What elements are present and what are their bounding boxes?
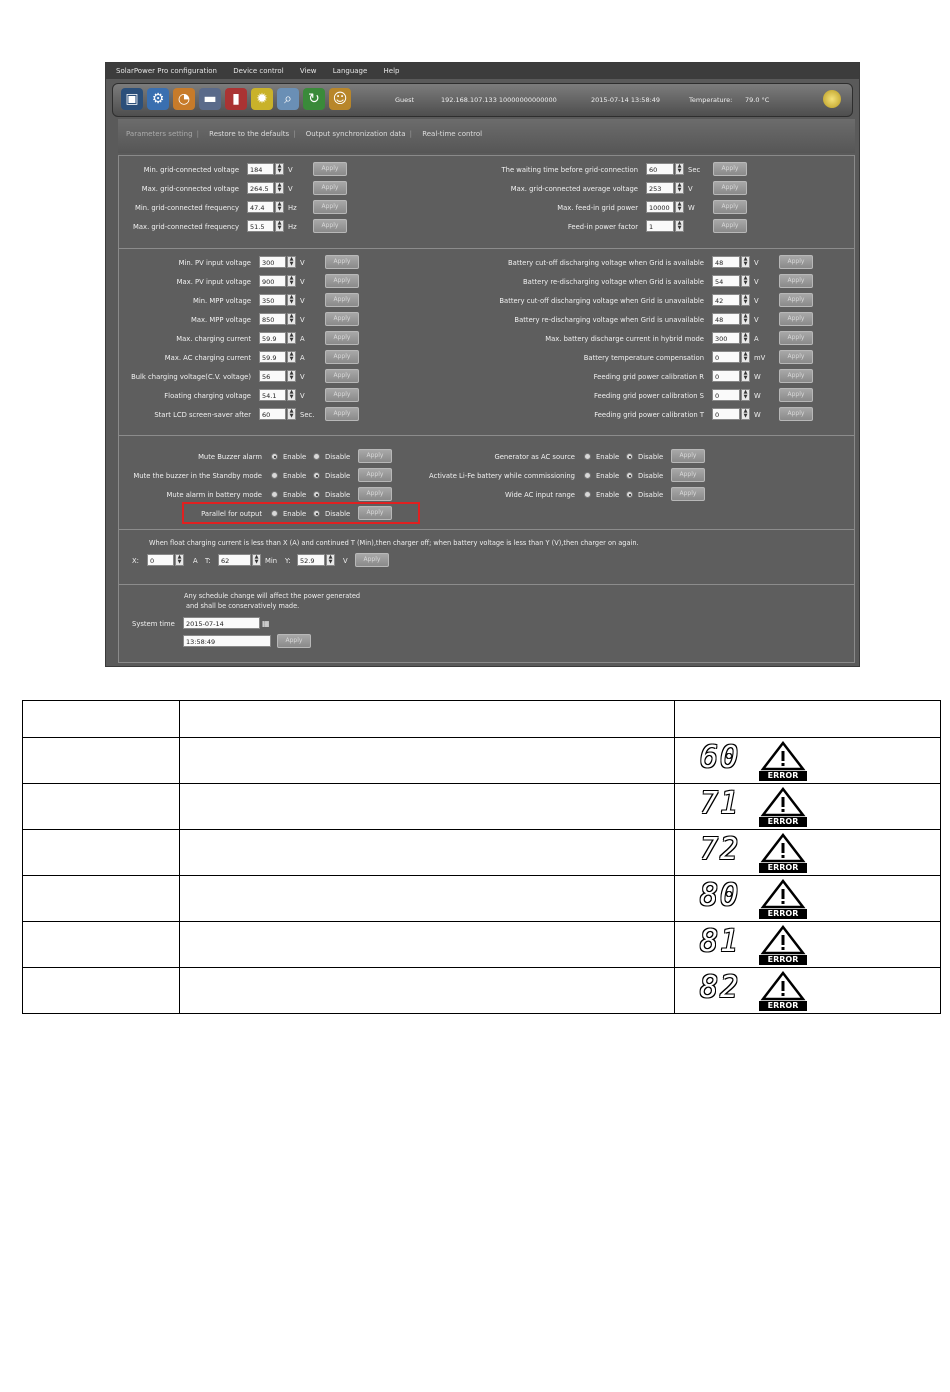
grid-right-unit: V: [688, 185, 693, 193]
schedule-note-2: and shall be conservatively made.: [186, 602, 300, 610]
y-spinner-icon[interactable]: ▲ ▼: [326, 554, 335, 566]
pv-left-unit: V: [300, 259, 305, 267]
pv-right-spinner-icon[interactable]: ▲ ▼: [741, 370, 750, 382]
pv-left-spinner-icon[interactable]: ▲ ▼: [287, 294, 296, 306]
error-code-display: 80: [699, 877, 741, 913]
refresh-icon[interactable]: ↻: [303, 88, 325, 110]
warning-icon: [759, 925, 807, 967]
pv-left-unit: A: [300, 335, 305, 343]
pv-right-label: Max. battery discharge current in hybrid mode: [545, 335, 704, 343]
pv-right-row: [119, 408, 854, 422]
chart-icon[interactable]: ◔: [173, 88, 195, 110]
toggle-right-disable-radio[interactable]: [626, 472, 633, 479]
grid-left-apply-button[interactable]: Apply: [313, 200, 347, 214]
toggle-right-enable-label: Enable: [596, 453, 620, 461]
error-label: ERROR: [759, 909, 807, 919]
grid-right-unit: Sec: [688, 166, 701, 174]
pv-left-input[interactable]: 59.9: [259, 332, 286, 344]
grid-right-input[interactable]: 1: [646, 220, 674, 232]
grid-right-label: Feed-in power factor: [567, 223, 638, 231]
pv-right-label: Battery cut-off discharging voltage when Grid is unavailable: [499, 297, 704, 305]
grid-right-unit: W: [688, 204, 695, 212]
status-light-icon: [823, 90, 841, 108]
pv-left-spinner-icon[interactable]: ▲ ▼: [287, 351, 296, 363]
error-label: ERROR: [759, 771, 807, 781]
table-cell: [180, 968, 675, 1014]
pv-right-unit: V: [754, 278, 759, 286]
time-row: [119, 635, 854, 649]
pv-left-input[interactable]: 350: [259, 294, 286, 306]
x-label: X:: [132, 557, 139, 565]
x-input[interactable]: 0: [147, 554, 174, 566]
grid-left-spinner-icon[interactable]: ▲ ▼: [275, 201, 284, 213]
x-spinner-icon[interactable]: ▲ ▼: [175, 554, 184, 566]
table-row: [23, 784, 941, 830]
table-row: [23, 876, 941, 922]
pv-right-label: Battery cut-off discharging voltage when Grid is available: [508, 259, 704, 267]
pv-right-apply-button[interactable]: Apply: [779, 369, 813, 383]
pv-right-unit: mV: [754, 354, 766, 362]
divider: [119, 529, 854, 530]
grid-right-label: Max. feed-in grid power: [557, 204, 638, 212]
pv-left-input[interactable]: 850: [259, 313, 286, 325]
error-label: ERROR: [759, 863, 807, 873]
pv-right-spinner-icon[interactable]: ▲ ▼: [741, 389, 750, 401]
toggle-right-enable-label: Enable: [596, 472, 620, 480]
table-header-cell: [180, 701, 675, 738]
toggle-left-apply-button[interactable]: Apply: [358, 487, 392, 501]
schedule-note-1: Any schedule change will affect the power generated: [184, 592, 361, 600]
error-display-cell: [675, 784, 941, 830]
pv-left-spinner-icon[interactable]: ▲ ▼: [287, 332, 296, 344]
grid-left-input[interactable]: 264.5: [247, 182, 274, 194]
pv-right-input[interactable]: 0: [712, 389, 740, 401]
time-apply-button[interactable]: Apply: [277, 634, 311, 648]
error-display-cell: [675, 738, 941, 784]
system-time-row: [119, 617, 854, 631]
pv-right-unit: W: [754, 411, 761, 419]
toggle-left-disable-label: Disable: [325, 491, 351, 499]
error-label: ERROR: [759, 955, 807, 965]
pv-right-label: Battery re-discharging voltage when Grid is available: [523, 278, 704, 286]
pv-right-label: Battery temperature compensation: [583, 354, 704, 362]
toggle-right-apply-button[interactable]: Apply: [671, 487, 705, 501]
table-cell: [23, 922, 180, 968]
table-header-cell: [23, 701, 180, 738]
grid-right-spinner-icon[interactable]: ▲ ▼: [675, 220, 684, 232]
table-cell: [180, 830, 675, 876]
toggle-left-disable-label: Disable: [325, 472, 351, 480]
y-label: Y:: [285, 557, 291, 565]
grid-left-apply-button[interactable]: Apply: [313, 219, 347, 233]
pv-right-spinner-icon[interactable]: ▲ ▼: [741, 294, 750, 306]
toggle-left-apply-button[interactable]: Apply: [358, 449, 392, 463]
pv-left-spinner-icon[interactable]: ▲ ▼: [287, 275, 296, 287]
pv-right-row: [119, 370, 854, 384]
pv-right-unit: W: [754, 392, 761, 400]
battery-icon[interactable]: ▮: [225, 88, 247, 110]
grid-left-unit: V: [288, 166, 293, 174]
pv-right-row: [119, 256, 854, 270]
search-icon[interactable]: ⌕: [277, 88, 299, 110]
grid-right-row: [119, 201, 854, 215]
pv-right-apply-button[interactable]: Apply: [779, 388, 813, 402]
pv-right-label: Feeding grid power calibration S: [594, 392, 704, 400]
pv-left-unit: V: [300, 278, 305, 286]
pv-left-input[interactable]: 56: [259, 370, 286, 382]
x-unit: A: [193, 557, 198, 565]
pv-left-label: Max. MPP voltage: [191, 316, 251, 324]
warning-icon: [759, 833, 807, 875]
grid-right-input[interactable]: 60: [646, 163, 674, 175]
table-cell: [180, 738, 675, 784]
grid-right-label: The waiting time before grid-connection: [501, 166, 638, 174]
pv-left-unit: A: [300, 354, 305, 362]
pv-left-label: Floating charging voltage: [164, 392, 251, 400]
date-input[interactable]: 2015-07-14: [183, 617, 260, 629]
parameters-panel: [118, 155, 855, 663]
grid-right-spinner-icon[interactable]: ▲ ▼: [675, 182, 684, 194]
t-input[interactable]: 62: [218, 554, 251, 566]
table-row: [23, 738, 941, 784]
pv-right-row: [119, 351, 854, 365]
toggle-right-enable-radio[interactable]: [584, 472, 591, 479]
error-display-cell: [675, 922, 941, 968]
pv-right-row: [119, 294, 854, 308]
grid-left-spinner-icon[interactable]: ▲ ▼: [275, 220, 284, 232]
toolbar: [112, 83, 853, 117]
grid-right-row: [119, 220, 854, 234]
t-unit: Min: [265, 557, 278, 565]
toggle-left-enable-label: Enable: [283, 510, 307, 518]
tab-real-time-control[interactable]: Real-time control: [422, 130, 483, 138]
error-code-table: [22, 700, 941, 1014]
grid-left-label: Min. grid-connected voltage: [143, 166, 239, 174]
toggle-right-label: Activate Li-Fe battery while commissioning: [429, 472, 575, 480]
warning-icon: [759, 787, 807, 829]
warning-icon: [759, 741, 807, 783]
pv-left-apply-button[interactable]: Apply: [325, 407, 359, 421]
pv-left-unit: Sec.: [300, 411, 315, 419]
pv-left-apply-button[interactable]: Apply: [325, 388, 359, 402]
device-address: 192.168.107.133 10000000000000: [441, 96, 557, 104]
toggle-left-enable-label: Enable: [283, 472, 307, 480]
error-code-display: 72: [699, 831, 741, 867]
pv-right-apply-button[interactable]: Apply: [779, 255, 813, 269]
menu-item-help[interactable]: Help: [383, 67, 400, 75]
table-cell: [180, 922, 675, 968]
pv-left-spinner-icon[interactable]: ▲ ▼: [287, 313, 296, 325]
grid-left-input[interactable]: 184: [247, 163, 274, 175]
toggle-right-row: [119, 450, 854, 464]
app-window: [105, 62, 860, 667]
pv-right-apply-button[interactable]: Apply: [779, 350, 813, 364]
pv-right-apply-button[interactable]: Apply: [779, 293, 813, 307]
pv-left-apply-button[interactable]: Apply: [325, 293, 359, 307]
bulb-icon[interactable]: ✹: [251, 88, 273, 110]
pv-right-input[interactable]: 48: [712, 256, 740, 268]
pv-right-input[interactable]: 0: [712, 351, 740, 363]
pv-right-unit: A: [754, 335, 759, 343]
float-charging-row: [119, 554, 854, 568]
system-time-label: System time: [132, 620, 175, 628]
table-row: [23, 968, 941, 1014]
toggle-right-enable-radio[interactable]: [584, 453, 591, 460]
pv-right-row: [119, 332, 854, 346]
table-row: [23, 922, 941, 968]
users-icon[interactable]: ☺: [329, 88, 351, 110]
pv-right-spinner-icon[interactable]: ▲ ▼: [741, 313, 750, 325]
toggle-right-row: [119, 469, 854, 483]
error-display-cell: [675, 876, 941, 922]
grid-right-input[interactable]: 10000: [646, 201, 674, 213]
error-label: ERROR: [759, 1001, 807, 1011]
monitor-icon[interactable]: ▣: [121, 88, 143, 110]
toggle-left-disable-label: Disable: [325, 510, 351, 518]
divider: [119, 435, 854, 436]
grid-right-spinner-icon[interactable]: ▲ ▼: [675, 201, 684, 213]
pv-left-spinner-icon[interactable]: ▲ ▼: [287, 370, 296, 382]
pv-left-input[interactable]: 900: [259, 275, 286, 287]
menu-item-device-control[interactable]: Device control: [233, 67, 284, 75]
settings-icon[interactable]: ⚙: [147, 88, 169, 110]
grid-right-row: [119, 182, 854, 196]
table-cell: [23, 784, 180, 830]
pv-right-label: Feeding grid power calibration T: [594, 411, 704, 419]
divider: [119, 584, 854, 585]
toggle-right-disable-label: Disable: [638, 472, 664, 480]
pv-right-label: Battery re-discharging voltage when Grid is unavailable: [514, 316, 704, 324]
table-cell: [180, 876, 675, 922]
pv-left-label: Start LCD screen-saver after: [154, 411, 251, 419]
float-charging-note: When float charging current is less than X (A) and continued T (Min),then charger off; when battery voltage is less than Y (V),then charger on again.: [149, 539, 639, 547]
error-code-display: 82: [699, 969, 741, 1005]
pv-right-unit: W: [754, 373, 761, 381]
pv-left-unit: V: [300, 373, 305, 381]
grid-left-apply-button[interactable]: Apply: [313, 181, 347, 195]
grid-left-unit: Hz: [288, 204, 297, 212]
error-label: ERROR: [759, 817, 807, 827]
grid-left-unit: Hz: [288, 223, 297, 231]
pv-right-unit: V: [754, 297, 759, 305]
toggle-right-label: Wide AC input range: [505, 491, 575, 499]
tab-output-sync[interactable]: Output synchronization data: [305, 130, 406, 138]
pv-right-unit: V: [754, 259, 759, 267]
pv-right-input[interactable]: 0: [712, 408, 740, 420]
pv-left-label: Min. MPP voltage: [193, 297, 251, 305]
error-code-display: 81: [699, 923, 741, 959]
table-cell: [23, 738, 180, 784]
grid-left-spinner-icon[interactable]: ▲ ▼: [275, 163, 284, 175]
pv-left-unit: V: [300, 392, 305, 400]
grid-right-apply-button[interactable]: Apply: [713, 162, 747, 176]
pv-left-input[interactable]: 60: [259, 408, 286, 420]
user-label: Guest: [395, 96, 415, 104]
grid-right-spinner-icon[interactable]: ▲ ▼: [675, 163, 684, 175]
toggle-right-disable-label: Disable: [638, 491, 664, 499]
menu-item-configuration[interactable]: SolarPower Pro configuration: [116, 67, 217, 75]
pv-right-apply-button[interactable]: Apply: [779, 331, 813, 345]
pv-left-apply-button[interactable]: Apply: [325, 331, 359, 345]
pv-right-spinner-icon[interactable]: ▲ ▼: [741, 351, 750, 363]
warning-icon: [759, 879, 807, 921]
grid-left-unit: V: [288, 185, 293, 193]
date-time: 2015-07-14 13:58:49: [591, 96, 661, 104]
t-spinner-icon[interactable]: ▲ ▼: [252, 554, 261, 566]
toggle-right-apply-button[interactable]: Apply: [671, 449, 705, 463]
time-input[interactable]: 13:58:49: [183, 635, 271, 647]
error-code-display: 71: [699, 785, 741, 821]
menu-item-language[interactable]: Language: [332, 67, 368, 75]
toggle-right-enable-label: Enable: [596, 491, 620, 499]
toggle-right-disable-label: Disable: [638, 453, 664, 461]
pv-right-input[interactable]: 300: [712, 332, 740, 344]
pv-right-apply-button[interactable]: Apply: [779, 312, 813, 326]
grid-left-spinner-icon[interactable]: ▲ ▼: [275, 182, 284, 194]
pv-left-spinner-icon[interactable]: ▲ ▼: [287, 389, 296, 401]
pv-left-label: Bulk charging voltage(C.V. voltage): [131, 373, 251, 381]
error-display-cell: [675, 968, 941, 1014]
camera-icon[interactable]: ▬: [199, 88, 221, 110]
toggle-left-label: Parallel for output: [201, 510, 262, 518]
pv-right-spinner-icon[interactable]: ▲ ▼: [741, 332, 750, 344]
grid-left-input[interactable]: 51.5: [247, 220, 274, 232]
table-cell: [23, 968, 180, 1014]
tab-parameters-setting[interactable]: Parameters setting: [126, 130, 193, 138]
toggle-left-enable-label: Enable: [283, 453, 307, 461]
toggle-left-label: Mute the buzzer in the Standby mode: [133, 472, 262, 480]
grid-right-apply-button[interactable]: Apply: [713, 219, 747, 233]
pv-right-apply-button[interactable]: Apply: [779, 407, 813, 421]
pv-left-spinner-icon[interactable]: ▲ ▼: [287, 408, 296, 420]
temperature-label: Temperature:: [689, 96, 733, 104]
pv-left-apply-button[interactable]: Apply: [325, 369, 359, 383]
pv-left-apply-button[interactable]: Apply: [325, 350, 359, 364]
grid-right-apply-button[interactable]: Apply: [713, 200, 747, 214]
grid-left-input[interactable]: 47.4: [247, 201, 274, 213]
temperature-value: 79.0 °C: [745, 96, 770, 104]
grid-left-apply-button[interactable]: Apply: [313, 162, 347, 176]
pv-right-spinner-icon[interactable]: ▲ ▼: [741, 256, 750, 268]
toggle-right-disable-radio[interactable]: [626, 491, 633, 498]
grid-left-label: Max. grid-connected voltage: [141, 185, 239, 193]
pv-right-apply-button[interactable]: Apply: [779, 274, 813, 288]
t-label: T:: [205, 557, 211, 565]
pv-left-label: Max. charging current: [176, 335, 251, 343]
table-row: [23, 830, 941, 876]
grid-right-row: [119, 163, 854, 177]
pv-right-input[interactable]: 48: [712, 313, 740, 325]
y-unit: V: [343, 557, 348, 565]
warning-icon: [759, 971, 807, 1013]
pv-right-input[interactable]: 54: [712, 275, 740, 287]
toggle-right-apply-button[interactable]: Apply: [671, 468, 705, 482]
pv-left-label: Min. PV input voltage: [178, 259, 251, 267]
grid-right-label: Max. grid-connected average voltage: [510, 185, 638, 193]
divider: [119, 248, 854, 249]
toggle-right-enable-radio[interactable]: [584, 491, 591, 498]
pv-right-input[interactable]: 0: [712, 370, 740, 382]
pv-right-input[interactable]: 42: [712, 294, 740, 306]
toggle-left-label: Mute alarm in battery mode: [166, 491, 262, 499]
table-header-cell: [675, 701, 941, 738]
grid-right-apply-button[interactable]: Apply: [713, 181, 747, 195]
pv-right-unit: V: [754, 316, 759, 324]
pv-left-apply-button[interactable]: Apply: [325, 312, 359, 326]
pv-left-input[interactable]: 300: [259, 256, 286, 268]
table-cell: [180, 784, 675, 830]
y-input[interactable]: 52.9: [297, 554, 325, 566]
pv-right-spinner-icon[interactable]: ▲ ▼: [741, 408, 750, 420]
float-apply-button[interactable]: Apply: [355, 553, 389, 567]
pv-left-apply-button[interactable]: Apply: [325, 255, 359, 269]
pv-right-row: [119, 389, 854, 403]
highlight-box: [182, 502, 420, 524]
calendar-icon[interactable]: ▦: [262, 619, 270, 628]
table-cell: [23, 876, 180, 922]
grid-right-input[interactable]: 253: [646, 182, 674, 194]
pv-right-row: [119, 313, 854, 327]
toggle-left-disable-label: Disable: [325, 453, 351, 461]
toggle-left-enable-label: Enable: [283, 491, 307, 499]
pv-right-label: Feeding grid power calibration R: [593, 373, 704, 381]
grid-left-label: Min. grid-connected frequency: [135, 204, 239, 212]
toggle-right-row: [119, 488, 854, 502]
toggle-right-label: Generator as AC source: [494, 453, 575, 461]
toggle-left-apply-button[interactable]: Apply: [358, 506, 392, 520]
pv-left-label: Max. AC charging current: [164, 354, 251, 362]
pv-right-spinner-icon[interactable]: ▲ ▼: [741, 275, 750, 287]
menu-item-view[interactable]: View: [299, 67, 317, 75]
toggle-left-label: Mute Buzzer alarm: [198, 453, 262, 461]
pv-left-input[interactable]: 54.1: [259, 389, 286, 401]
grid-left-label: Max. grid-connected frequency: [133, 223, 239, 231]
tab-bar: Parameters setting | Restore to the defaults | Output synchronization data | Real-time control: [118, 119, 855, 153]
toggle-right-disable-radio[interactable]: [626, 453, 633, 460]
pv-left-unit: V: [300, 316, 305, 324]
pv-left-unit: V: [300, 297, 305, 305]
pv-left-spinner-icon[interactable]: ▲ ▼: [287, 256, 296, 268]
tab-restore-defaults[interactable]: Restore to the defaults: [209, 130, 290, 138]
error-display-cell: [675, 830, 941, 876]
error-code-display: 60: [699, 739, 741, 775]
toggle-left-apply-button[interactable]: Apply: [358, 468, 392, 482]
pv-left-input[interactable]: 59.9: [259, 351, 286, 363]
pv-left-label: Max. PV input voltage: [176, 278, 251, 286]
pv-right-row: [119, 275, 854, 289]
menu-bar: [106, 63, 859, 79]
pv-left-apply-button[interactable]: Apply: [325, 274, 359, 288]
table-cell: [23, 830, 180, 876]
